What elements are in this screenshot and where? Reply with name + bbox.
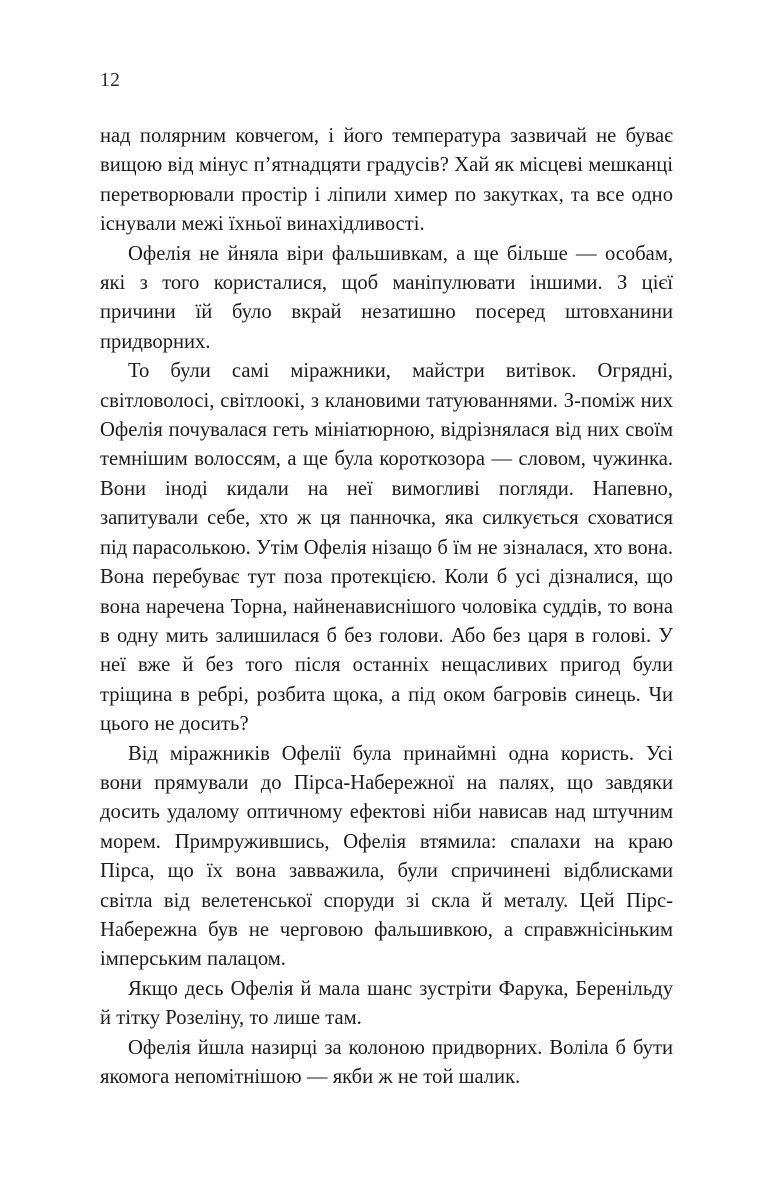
paragraph: Офелія не йняла віри фальшивкам, а ще більше — особам, які з того користалися, щоб маніпулювати іншими. З цієї причини їй було вкрай незатишно посеред штовханини придворних. xyxy=(100,242,673,353)
page-number: 12 xyxy=(100,70,121,91)
paragraph: Від міражників Офелії була принаймні одна користь. Усі вони прямували до Пірса-Набережної на палях, що завдяки досить удалому оптичному ефектові ніби нависав над штучним морем. Примружившись, Офелія втямила: спалахи на краю Пірса, що їх вона завважила, були спричинені відблисками світла від велетенської споруди зі скла й металу. Цей Пірс-Набережна був не черговою фальшивкою, а справжнісіньким імперським палацом. xyxy=(100,742,673,971)
paragraph: Якщо десь Офелія й мала шанс зустріти Фарука, Беренільду й тітку Розеліну, то лише там. xyxy=(100,977,673,1030)
body-text-block xyxy=(100,122,673,1092)
paragraph: над полярним ковчегом, і його температура зазвичай не буває вищою від мінус п’ятнадцяти градусів? Хай як місцеві мешканці перетворювали простір і ліпили химер по закутках, та все одно існували межі їхньої винахідливості. xyxy=(100,125,673,236)
paragraph: То були самі міражники, майстри витівок. Огрядні, світловолосі, світлоокі, з клановими татуюваннями. З-поміж них Офелія почувалася геть мініатюрною, відрізнялася від них своїм темнішим волоссям, а ще була короткозора — словом, чужинка. Вони іноді кидали на неї вимогливі погляди. Напевно, запитували себе, хто ж ця панночка, яка силкується сховатися під парасолькою. Утім Офелія нізащо б їм не зізналася, хто вона. Вона перебуває тут поза протекцією. Коли б усі дізналися, що вона наречена Торна, найненависнішого чоловіка суддів, то вона в одну мить залишилася б без голови. Або без царя в голові. У неї вже й без того після останніх нещасливих пригод були тріщина в ребрі, розбита щока, а під оком багровів синець. Чи цього не досить? xyxy=(100,360,673,736)
paragraph: Офелія йшла назирці за колоною придворних. Воліла б бути якомога непомітнішою — якби ж не той шалик. xyxy=(100,1036,673,1088)
